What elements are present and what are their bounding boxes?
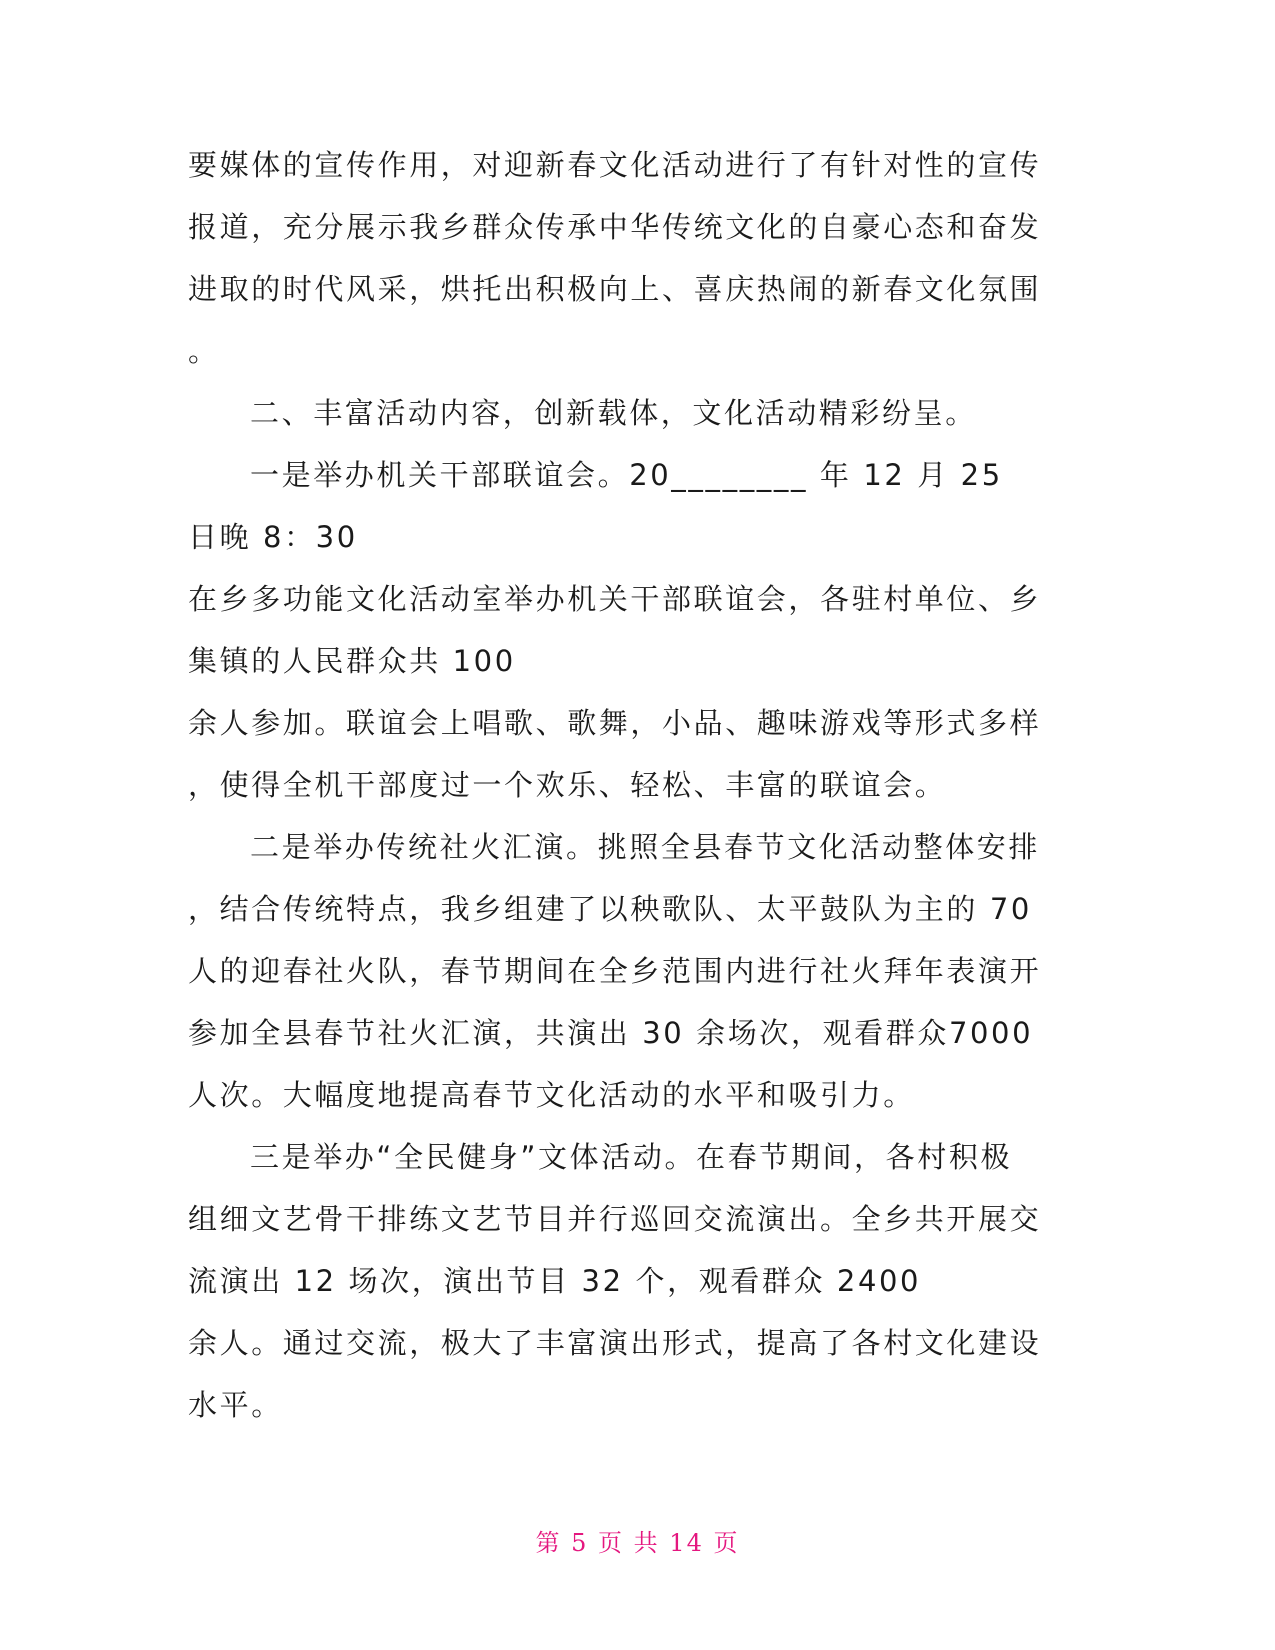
body-line: 流演出 12 场次，演出节目 32 个，观看群众 2400 — [188, 1264, 922, 1298]
page-number-footer: 第 5 页 共 14 页 — [535, 1529, 740, 1557]
body-line: 组细文艺骨干排练文艺节目并行巡回交流演出。全乡共开展交 — [188, 1202, 1042, 1236]
body-line: 在乡多功能文化活动室举办机关干部联谊会，各驻村单位、乡 — [188, 582, 1042, 616]
body-line: 集镇的人民群众共 100 — [188, 644, 516, 678]
body-line: 余人。通过交流，极大了丰富演出形式，提高了各村文化建设 — [188, 1326, 1042, 1360]
body-line: ，使得全机干部度过一个欢乐、轻松、丰富的联谊会。 — [188, 768, 947, 802]
body-line: 二是举办传统社火汇演。挑照全县春节文化活动整体安排 — [250, 830, 1041, 864]
body-line: 水平。 — [188, 1388, 283, 1422]
body-line: 。 — [188, 334, 220, 368]
section-heading: 二、丰富活动内容，创新载体，文化活动精彩纷呈。 — [250, 396, 977, 430]
body-line: ，结合传统特点，我乡组建了以秧歌队、太平鼓队为主的 70 — [188, 892, 1032, 926]
body-line: 要媒体的宣传作用，对迎新春文化活动进行了有针对性的宣传 — [188, 148, 1042, 182]
body-line: 报道，充分展示我乡群众传承中华传统文化的自豪心态和奋发 — [188, 210, 1042, 244]
body-line: 余人参加。联谊会上唱歌、歌舞，小品、趣味游戏等形式多样 — [188, 706, 1042, 740]
body-line: 三是举办“全民健身”文体活动。在春节期间，各村积极 — [250, 1140, 1013, 1174]
body-line: 进取的时代风采，烘托出积极向上、喜庆热闹的新春文化氛围 — [188, 272, 1042, 306]
body-line: 人的迎春社火队，春节期间在全乡范围内进行社火拜年表演开 — [188, 954, 1042, 988]
body-line: 参加全县春节社火汇演，共演出 30 余场次，观看群众7000 — [188, 1016, 1034, 1050]
body-line: 一是举办机关干部联谊会。20________ 年 12 月 25 — [250, 458, 1003, 492]
body-line: 人次。大幅度地提高春节文化活动的水平和吸引力。 — [188, 1078, 915, 1112]
body-line: 日晚 8：30 — [188, 520, 358, 554]
